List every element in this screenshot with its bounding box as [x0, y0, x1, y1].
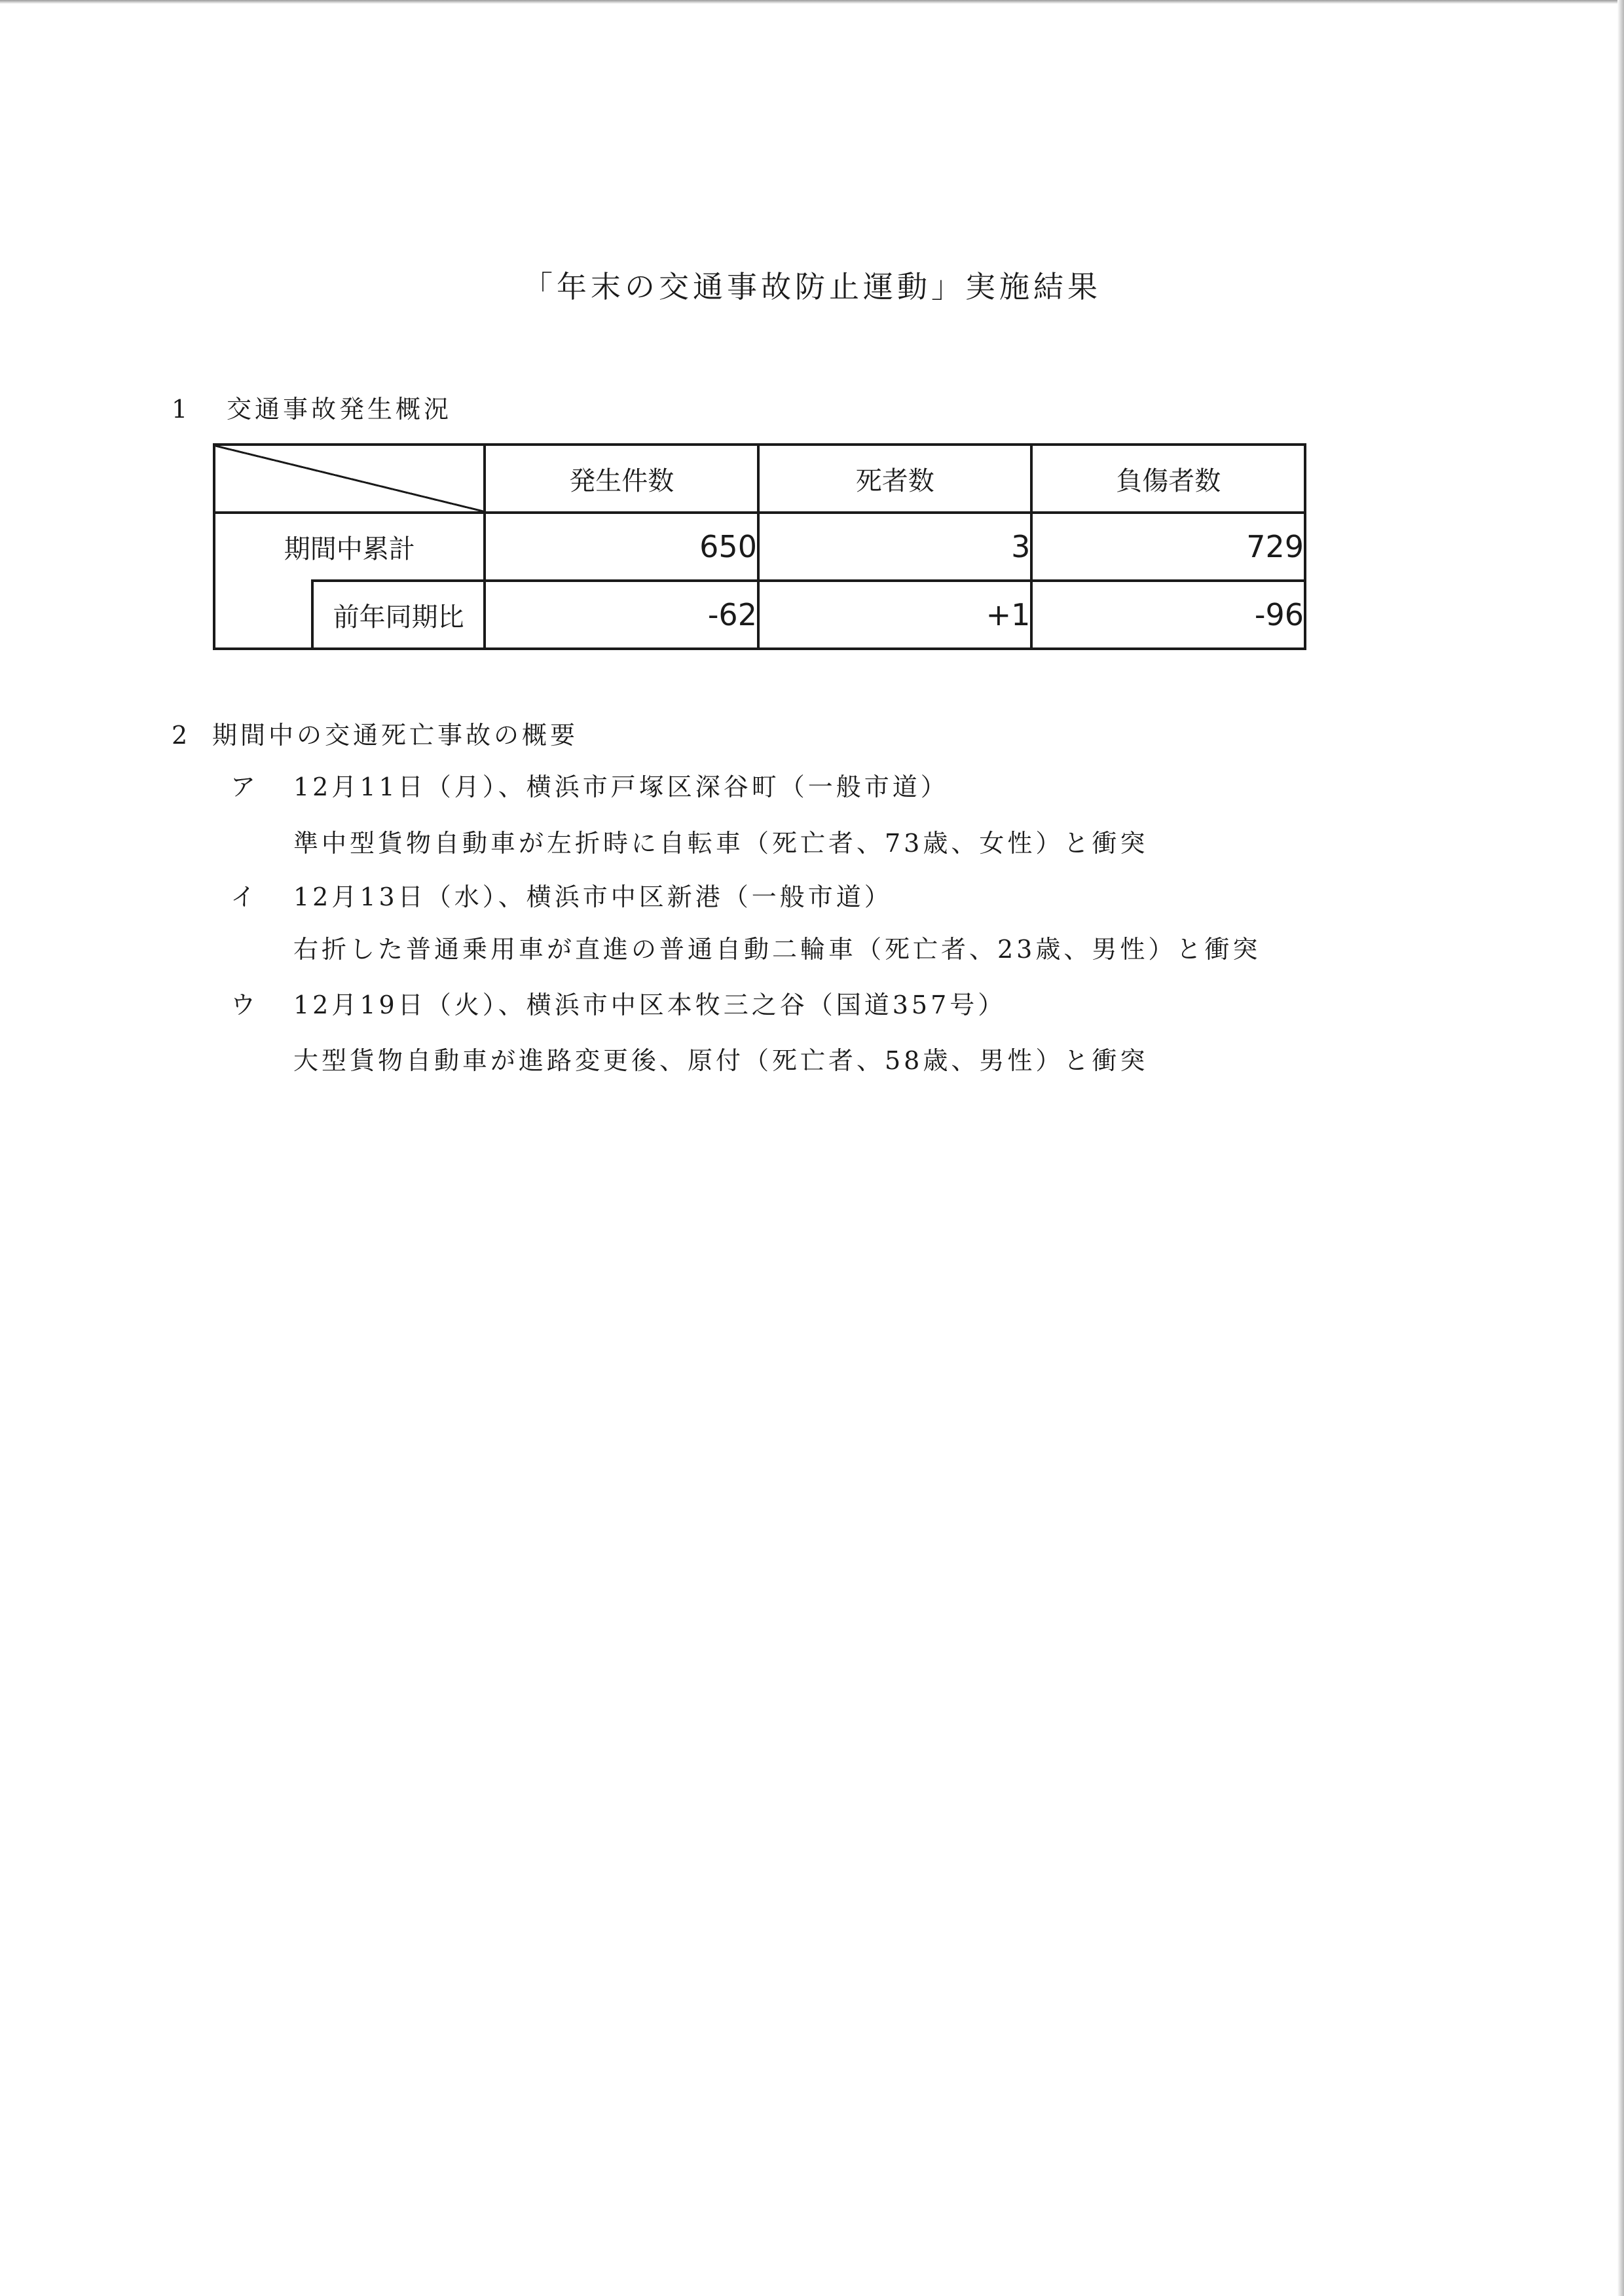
item-summary: 12月11日（月）、横浜市戸塚区深谷町（一般市道） — [293, 773, 949, 801]
cell-deaths-total: 3 — [758, 513, 1031, 581]
document-title: 「年末の交通事故防止運動」実施結果 — [523, 269, 1101, 304]
item-marker: ア — [231, 773, 259, 801]
item-summary: 12月13日（水）、横浜市中区新港（一般市道） — [293, 883, 893, 911]
list-item — [231, 989, 1006, 1021]
item-detail: 右折した普通乗用車が直進の普通自動二輪車（死亡者、23歳、男性）と衝突 — [293, 935, 1261, 964]
section-1-title: 交通事故発生概況 — [227, 395, 452, 424]
header-accidents: 発生件数 — [485, 445, 758, 513]
cell-accidents-total: 650 — [485, 513, 758, 581]
list-item — [231, 771, 949, 803]
section-1-number: 1 — [172, 395, 191, 424]
list-item — [231, 881, 893, 913]
item-detail: 準中型貨物自動車が左折時に自転車（死亡者、73歳、女性）と衝突 — [293, 829, 1149, 858]
item-marker: ウ — [231, 991, 259, 1019]
scan-top-edge — [0, 0, 1624, 4]
section-2-heading — [172, 719, 578, 752]
table-corner-cell — [214, 445, 485, 513]
cell-deaths-diff: +1 — [758, 581, 1031, 649]
row-indent-spacer — [214, 581, 312, 649]
cell-accidents-diff: -62 — [485, 581, 758, 649]
section-1-heading — [172, 393, 452, 426]
table-header-row — [214, 445, 1305, 513]
cell-injuries-diff: -96 — [1031, 581, 1305, 649]
item-marker: イ — [231, 883, 259, 911]
header-deaths: 死者数 — [758, 445, 1031, 513]
item-detail: 大型貨物自動車が進路変更後、原付（死亡者、58歳、男性）と衝突 — [293, 1046, 1149, 1075]
row-label-period-total: 期間中累計 — [214, 513, 485, 581]
header-injuries: 負傷者数 — [1031, 445, 1305, 513]
scan-right-edge — [1617, 0, 1624, 2296]
table-row — [214, 513, 1305, 581]
cell-injuries-total: 729 — [1031, 513, 1305, 581]
row-label-year-on-year: 前年同期比 — [312, 581, 485, 649]
item-summary: 12月19日（火）、横浜市中区本牧三之谷（国道357号） — [293, 991, 1006, 1019]
table-row — [214, 581, 1305, 649]
section-2-title: 期間中の交通死亡事故の概要 — [212, 721, 579, 750]
accident-summary-table — [213, 443, 1306, 650]
section-2-number: 2 — [172, 721, 191, 750]
